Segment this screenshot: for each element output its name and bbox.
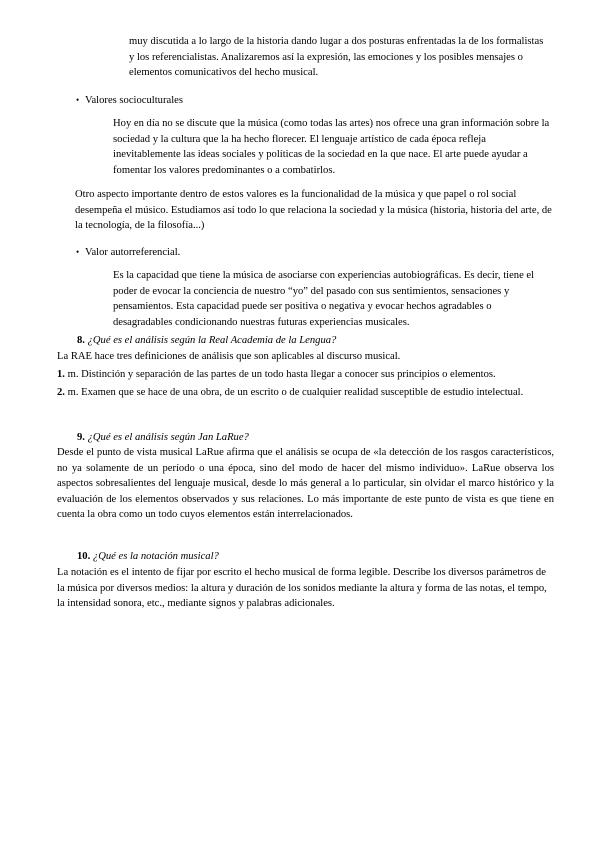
socioculturales-paragraph: Hoy en día no se discute que la música (como todas las artes) nos ofrece una gran información sobre la sociedad y la cultura que la ha hecho florecer. El lenguaje artístico de cada época refleja inevitablemente las ideas sociales y políticas de la sociedad en la que nace. El arte puede ayudar a fomentar los valores predominantes o a combatirlos. (113, 118, 550, 176)
socioculturales-paragraph-2: Otro aspecto importante dentro de estos valores es la funcionalidad de la música y que papel o rol social desempeña el músico. Estudiamos así todo lo que relaciona la sociedad y la música (historia, historia del arte, de la tecnología, de la filosofía...) (75, 189, 552, 231)
question-8-def-1 (57, 367, 554, 383)
question-9-heading (77, 430, 249, 445)
question-8-text: ¿Qué es el análisis según la Real Academia de la Lengua? (87, 335, 337, 346)
question-8-heading (77, 333, 336, 348)
autorreferencial-title: Valor autorreferencial. (85, 247, 181, 258)
question-10-paragraph: La notación es el intento de fijar por escrito el hecho musical de forma legible. Describe los diversos parámetros de la música por diversos medios: la altura y duración de los sonidos mediante la altura y forma de las notas, el tempo, la intensidad sonora, etc., mediante signos y palabras adicionales. (57, 567, 547, 609)
def-2-text: m. Examen que se hace de una obra, de un escrito o de cualquier realidad susceptible de estudio intelectual. (67, 387, 524, 398)
intro-paragraph: muy discutida a lo largo de la historia dando lugar a dos posturas enfrentadas la de los formalistas y los referencialistas. Analizaremos así la expresión, las emociones y los posibles mensajes o elementos comunicativos del hecho musical. (129, 36, 544, 78)
question-9-paragraph: Desde el punto de vista musical LaRue afirma que el análisis se ocupa de «la detección de los rasgos característicos, no ya solamente de un período o una época, sino del modo de hacer del mismo individuo». LaRue observa los aspectos sobresalientes del lenguaje musical, desde lo más general a lo particular, sin olvidar el marco histórico y la evaluación de los elementos observados y sus relaciones. Lo más importante de este punto de vista es que tiene en cuenta la obra como un todo cuyos elementos están interrelacionados. (57, 447, 554, 520)
question-10-text: ¿Qué es la notación musical? (92, 551, 219, 562)
autorreferencial-paragraph: Es la capacidad que tiene la música de asociarse con experiencias autobiográficas. Es decir, tiene el poder de evocar la conciencia de nuestro “yo” del pasado con sus sentimientos, sensaciones y pensamientos. Esta capacidad puede ser positiva o negativa y evocar hechos agradables o desagradables condicionando nuestras futuras experiencias musicales. (113, 270, 535, 328)
question-10-heading (77, 549, 219, 564)
def-1-text: m. Distinción y separación de las partes de un todo hasta llegar a conocer sus principios o elementos. (67, 369, 496, 380)
question-9-text: ¿Qué es el análisis según Jan LaRue? (87, 432, 249, 443)
question-9-number: 9. (77, 432, 85, 443)
question-8-def-2 (57, 385, 554, 401)
bullet-socioculturales (76, 93, 183, 108)
bullet-autorreferencial (76, 245, 180, 260)
bullet-icon: • (76, 95, 80, 105)
question-10-number: 10. (77, 551, 91, 562)
def-2-number: 2. (57, 387, 65, 398)
question-8-intro: La RAE hace tres definiciones de análisis que son aplicables al discurso musical. (57, 351, 401, 362)
socioculturales-title: Valores socioculturales (85, 95, 183, 106)
bullet-icon: • (76, 247, 80, 257)
question-8-number: 8. (77, 335, 85, 346)
def-1-number: 1. (57, 369, 65, 380)
